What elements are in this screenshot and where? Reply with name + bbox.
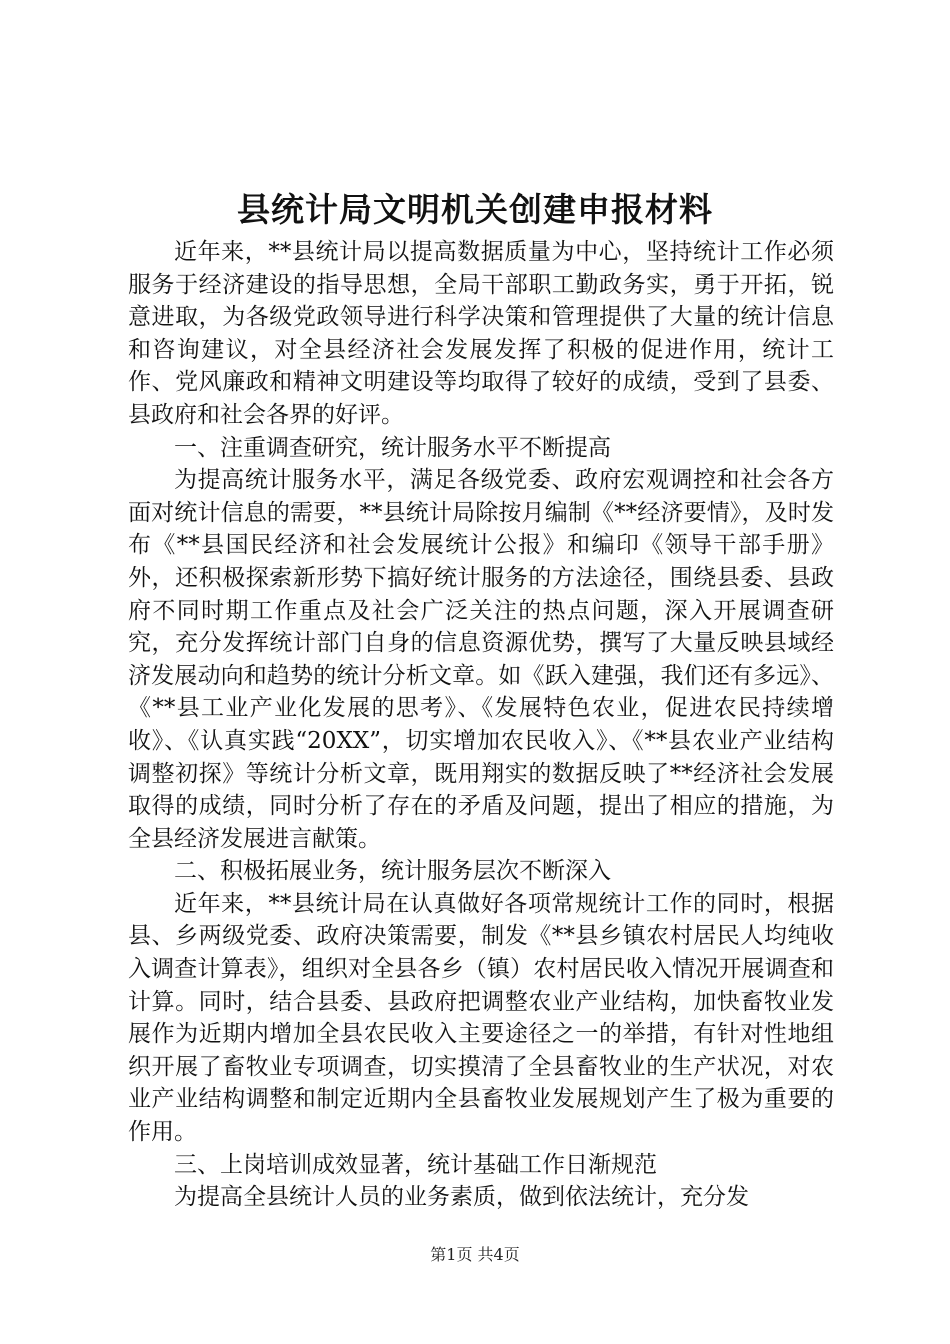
page-number-footer: 第1页 共4页: [430, 1245, 520, 1264]
document-title: 县统计局文明机关创建申报材料: [237, 190, 713, 229]
section-heading-2: 二、积极拓展业务，统计服务层次不断深入: [174, 858, 611, 885]
section-3-paragraph: 为提高全县统计人员的业务素质，做到依法统计，充分发: [174, 1184, 749, 1211]
section-heading-1: 一、注重调查研究，统计服务水平不断提高: [174, 434, 611, 461]
document-body: [128, 236, 834, 1214]
section-2-paragraph: 近年来，**县统计局在认真做好各项常规统计工作的同时，根据县、乡两级党委、政府决策需要，制发《**县乡镇农村居民人均纯收入调查计算表》，组织对全县各乡（镇）农村居民收入情况开展调查和计算。同时，结合县委、县政府把调整农业产业结构，加快畜牧业发展作为近期内增加全县农民收入主要途径之一的举措，有针对性地组织开展了畜牧业专项调查，切实摸清了全县畜牧业的生产状况，对农业产业结构调整和制定近期内全县畜牧业发展规划产生了极为重要的作用。: [128, 890, 834, 1146]
section-heading-3: 三、上岗培训成效显著，统计基础工作日渐规范: [174, 1151, 657, 1178]
section-1-paragraph: 为提高统计服务水平，满足各级党委、政府宏观调控和社会各方面对统计信息的需要，**县统计局除按月编制《**经济要情》，及时发布《**县国民经济和社会发展统计公报》和编印《领导干部手册》外，还积极探索新形势下搞好统计服务的方法途径，围绕县委、县政府不同时期工作重点及社会广泛关注的热点问题，深入开展调查研究，充分发挥统计部门自身的信息资源优势，撰写了大量反映县域经济发展动向和趋势的统计分析文章。如《跃入建强，我们还有多远》、《**县工业产业化发展的思考》、《发展特色农业，促进农民持续增收》、《认真实践“20XX”，切实增加农民收入》、《**县农业产业结构调整初探》等统计分析文章，既用翔实的数据反映了**经济社会发展取得的成绩，同时分析了存在的矛盾及问题，提出了相应的措施，为全县经济发展进言献策。: [128, 467, 834, 852]
intro-paragraph: 近年来，**县统计局以提高数据质量为中心，坚持统计工作必须服务于经济建设的指导思想，全局干部职工勤政务实，勇于开拓，锐意进取，为各级党政领导进行科学决策和管理提供了大量的统计信息和咨询建议，对全县经济社会发展发挥了积极的促进作用，统计工作、党风廉政和精神文明建设等均取得了较好的成绩，受到了县委、县政府和社会各界的好评。: [128, 239, 834, 428]
